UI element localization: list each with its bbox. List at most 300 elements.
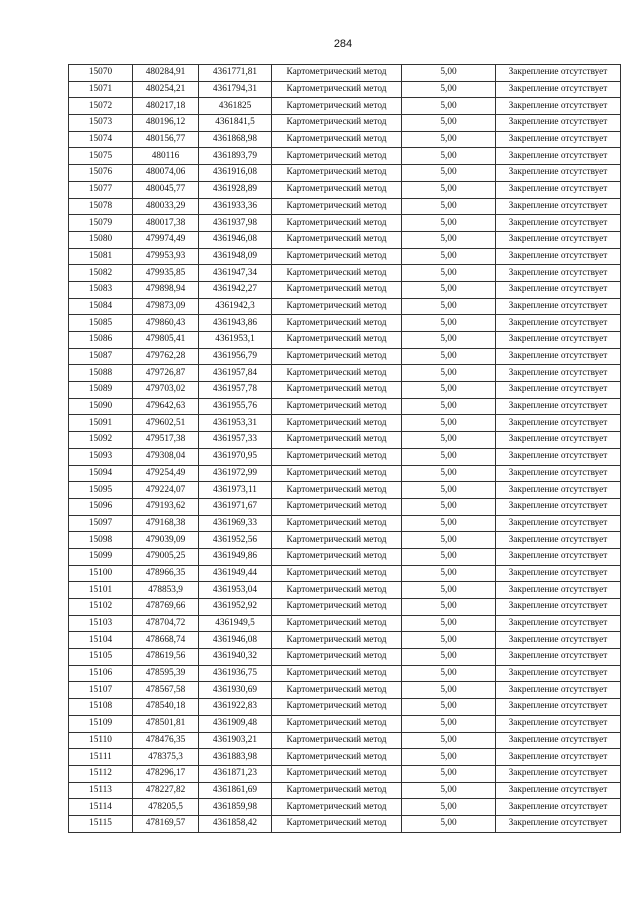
method-cell: Картометрический метод bbox=[272, 782, 402, 799]
y-coordinate-cell: 4361972,99 bbox=[199, 465, 272, 482]
table-row bbox=[69, 448, 621, 465]
accuracy-cell: 5,00 bbox=[402, 498, 496, 515]
accuracy-cell: 5,00 bbox=[402, 599, 496, 616]
y-coordinate-cell: 4361956,79 bbox=[199, 348, 272, 365]
x-coordinate-cell: 479224,07 bbox=[133, 482, 199, 499]
fixation-cell: Закрепление отсутствует bbox=[496, 682, 621, 699]
accuracy-cell: 5,00 bbox=[402, 115, 496, 132]
table-row bbox=[69, 649, 621, 666]
table-row bbox=[69, 281, 621, 298]
point-number-cell: 15096 bbox=[69, 498, 133, 515]
method-cell: Картометрический метод bbox=[272, 231, 402, 248]
x-coordinate-cell: 480116 bbox=[133, 148, 199, 165]
point-number-cell: 15085 bbox=[69, 315, 133, 332]
method-cell: Картометрический метод bbox=[272, 165, 402, 182]
method-cell: Картометрический метод bbox=[272, 765, 402, 782]
table-row bbox=[69, 298, 621, 315]
table-row bbox=[69, 181, 621, 198]
point-number-cell: 15090 bbox=[69, 398, 133, 415]
point-number-cell: 15098 bbox=[69, 532, 133, 549]
method-cell: Картометрический метод bbox=[272, 382, 402, 399]
y-coordinate-cell: 4361936,75 bbox=[199, 665, 272, 682]
point-number-cell: 15110 bbox=[69, 732, 133, 749]
table-row bbox=[69, 599, 621, 616]
y-coordinate-cell: 4361953,1 bbox=[199, 332, 272, 349]
point-number-cell: 15084 bbox=[69, 298, 133, 315]
fixation-cell: Закрепление отсутствует bbox=[496, 231, 621, 248]
fixation-cell: Закрепление отсутствует bbox=[496, 615, 621, 632]
x-coordinate-cell: 478205,5 bbox=[133, 799, 199, 816]
y-coordinate-cell: 4361957,78 bbox=[199, 382, 272, 399]
method-cell: Картометрический метод bbox=[272, 565, 402, 582]
x-coordinate-cell: 478769,66 bbox=[133, 599, 199, 616]
method-cell: Картометрический метод bbox=[272, 599, 402, 616]
x-coordinate-cell: 479005,25 bbox=[133, 548, 199, 565]
y-coordinate-cell: 4361952,92 bbox=[199, 599, 272, 616]
fixation-cell: Закрепление отсутствует bbox=[496, 765, 621, 782]
x-coordinate-cell: 478619,56 bbox=[133, 649, 199, 666]
table-row bbox=[69, 231, 621, 248]
y-coordinate-cell: 4361942,27 bbox=[199, 281, 272, 298]
fixation-cell: Закрепление отсутствует bbox=[496, 782, 621, 799]
x-coordinate-cell: 480074,06 bbox=[133, 165, 199, 182]
y-coordinate-cell: 4361971,67 bbox=[199, 498, 272, 515]
x-coordinate-cell: 478169,57 bbox=[133, 815, 199, 832]
coordinates-table bbox=[68, 64, 621, 833]
fixation-cell: Закрепление отсутствует bbox=[496, 332, 621, 349]
fixation-cell: Закрепление отсутствует bbox=[496, 415, 621, 432]
fixation-cell: Закрепление отсутствует bbox=[496, 749, 621, 766]
y-coordinate-cell: 4361868,98 bbox=[199, 131, 272, 148]
y-coordinate-cell: 4361943,86 bbox=[199, 315, 272, 332]
accuracy-cell: 5,00 bbox=[402, 265, 496, 282]
point-number-cell: 15070 bbox=[69, 65, 133, 82]
accuracy-cell: 5,00 bbox=[402, 565, 496, 582]
point-number-cell: 15081 bbox=[69, 248, 133, 265]
method-cell: Картометрический метод bbox=[272, 265, 402, 282]
point-number-cell: 15076 bbox=[69, 165, 133, 182]
accuracy-cell: 5,00 bbox=[402, 548, 496, 565]
point-number-cell: 15099 bbox=[69, 548, 133, 565]
accuracy-cell: 5,00 bbox=[402, 348, 496, 365]
point-number-cell: 15106 bbox=[69, 665, 133, 682]
y-coordinate-cell: 4361861,69 bbox=[199, 782, 272, 799]
x-coordinate-cell: 478296,17 bbox=[133, 765, 199, 782]
x-coordinate-cell: 479953,93 bbox=[133, 248, 199, 265]
point-number-cell: 15091 bbox=[69, 415, 133, 432]
fixation-cell: Закрепление отсутствует bbox=[496, 565, 621, 582]
method-cell: Картометрический метод bbox=[272, 515, 402, 532]
fixation-cell: Закрепление отсутствует bbox=[496, 115, 621, 132]
y-coordinate-cell: 4361970,95 bbox=[199, 448, 272, 465]
accuracy-cell: 5,00 bbox=[402, 465, 496, 482]
method-cell: Картометрический метод bbox=[272, 682, 402, 699]
accuracy-cell: 5,00 bbox=[402, 782, 496, 799]
method-cell: Картометрический метод bbox=[272, 732, 402, 749]
point-number-cell: 15087 bbox=[69, 348, 133, 365]
accuracy-cell: 5,00 bbox=[402, 248, 496, 265]
fixation-cell: Закрепление отсутствует bbox=[496, 165, 621, 182]
table-row bbox=[69, 515, 621, 532]
fixation-cell: Закрепление отсутствует bbox=[496, 732, 621, 749]
fixation-cell: Закрепление отсутствует bbox=[496, 181, 621, 198]
method-cell: Картометрический метод bbox=[272, 198, 402, 215]
method-cell: Картометрический метод bbox=[272, 799, 402, 816]
table-row bbox=[69, 582, 621, 599]
point-number-cell: 15112 bbox=[69, 765, 133, 782]
fixation-cell: Закрепление отсутствует bbox=[496, 365, 621, 382]
point-number-cell: 15101 bbox=[69, 582, 133, 599]
table-row bbox=[69, 482, 621, 499]
accuracy-cell: 5,00 bbox=[402, 699, 496, 716]
y-coordinate-cell: 4361893,79 bbox=[199, 148, 272, 165]
point-number-cell: 15079 bbox=[69, 215, 133, 232]
method-cell: Картометрический метод bbox=[272, 699, 402, 716]
table-row bbox=[69, 699, 621, 716]
y-coordinate-cell: 4361947,34 bbox=[199, 265, 272, 282]
accuracy-cell: 5,00 bbox=[402, 231, 496, 248]
point-number-cell: 15094 bbox=[69, 465, 133, 482]
x-coordinate-cell: 480156,77 bbox=[133, 131, 199, 148]
table-row bbox=[69, 315, 621, 332]
method-cell: Картометрический метод bbox=[272, 465, 402, 482]
point-number-cell: 15109 bbox=[69, 715, 133, 732]
x-coordinate-cell: 480196,12 bbox=[133, 115, 199, 132]
y-coordinate-cell: 4361909,48 bbox=[199, 715, 272, 732]
point-number-cell: 15103 bbox=[69, 615, 133, 632]
fixation-cell: Закрепление отсутствует bbox=[496, 582, 621, 599]
fixation-cell: Закрепление отсутствует bbox=[496, 148, 621, 165]
x-coordinate-cell: 478853,9 bbox=[133, 582, 199, 599]
fixation-cell: Закрепление отсутствует bbox=[496, 715, 621, 732]
method-cell: Картометрический метод bbox=[272, 582, 402, 599]
table-row bbox=[69, 732, 621, 749]
point-number-cell: 15114 bbox=[69, 799, 133, 816]
y-coordinate-cell: 4361948,09 bbox=[199, 248, 272, 265]
table-row bbox=[69, 565, 621, 582]
x-coordinate-cell: 478227,82 bbox=[133, 782, 199, 799]
point-number-cell: 15111 bbox=[69, 749, 133, 766]
point-number-cell: 15107 bbox=[69, 682, 133, 699]
fixation-cell: Закрепление отсутствует bbox=[496, 532, 621, 549]
x-coordinate-cell: 479039,09 bbox=[133, 532, 199, 549]
fixation-cell: Закрепление отсутствует bbox=[496, 515, 621, 532]
x-coordinate-cell: 479308,04 bbox=[133, 448, 199, 465]
x-coordinate-cell: 479642,63 bbox=[133, 398, 199, 415]
method-cell: Картометрический метод bbox=[272, 615, 402, 632]
accuracy-cell: 5,00 bbox=[402, 365, 496, 382]
y-coordinate-cell: 4361969,33 bbox=[199, 515, 272, 532]
method-cell: Картометрический метод bbox=[272, 749, 402, 766]
table-row bbox=[69, 115, 621, 132]
x-coordinate-cell: 479254,49 bbox=[133, 465, 199, 482]
table-row bbox=[69, 365, 621, 382]
fixation-cell: Закрепление отсутствует bbox=[496, 498, 621, 515]
coordinates-table-body bbox=[69, 65, 621, 833]
accuracy-cell: 5,00 bbox=[402, 482, 496, 499]
fixation-cell: Закрепление отсутствует bbox=[496, 98, 621, 115]
point-number-cell: 15072 bbox=[69, 98, 133, 115]
fixation-cell: Закрепление отсутствует bbox=[496, 699, 621, 716]
y-coordinate-cell: 4361794,31 bbox=[199, 81, 272, 98]
point-number-cell: 15100 bbox=[69, 565, 133, 582]
accuracy-cell: 5,00 bbox=[402, 98, 496, 115]
method-cell: Картометрический метод bbox=[272, 398, 402, 415]
y-coordinate-cell: 4361859,98 bbox=[199, 799, 272, 816]
x-coordinate-cell: 478966,35 bbox=[133, 565, 199, 582]
table-row bbox=[69, 799, 621, 816]
accuracy-cell: 5,00 bbox=[402, 749, 496, 766]
y-coordinate-cell: 4361946,08 bbox=[199, 231, 272, 248]
point-number-cell: 15093 bbox=[69, 448, 133, 465]
x-coordinate-cell: 478668,74 bbox=[133, 632, 199, 649]
y-coordinate-cell: 4361946,08 bbox=[199, 632, 272, 649]
fixation-cell: Закрепление отсутствует bbox=[496, 665, 621, 682]
accuracy-cell: 5,00 bbox=[402, 532, 496, 549]
point-number-cell: 15088 bbox=[69, 365, 133, 382]
accuracy-cell: 5,00 bbox=[402, 332, 496, 349]
method-cell: Картометрический метод bbox=[272, 815, 402, 832]
accuracy-cell: 5,00 bbox=[402, 432, 496, 449]
x-coordinate-cell: 479193,62 bbox=[133, 498, 199, 515]
table-row bbox=[69, 498, 621, 515]
accuracy-cell: 5,00 bbox=[402, 649, 496, 666]
table-row bbox=[69, 98, 621, 115]
fixation-cell: Закрепление отсутствует bbox=[496, 81, 621, 98]
x-coordinate-cell: 478704,72 bbox=[133, 615, 199, 632]
method-cell: Картометрический метод bbox=[272, 432, 402, 449]
accuracy-cell: 5,00 bbox=[402, 181, 496, 198]
method-cell: Картометрический метод bbox=[272, 98, 402, 115]
fixation-cell: Закрепление отсутствует bbox=[496, 649, 621, 666]
method-cell: Картометрический метод bbox=[272, 81, 402, 98]
accuracy-cell: 5,00 bbox=[402, 732, 496, 749]
accuracy-cell: 5,00 bbox=[402, 415, 496, 432]
accuracy-cell: 5,00 bbox=[402, 315, 496, 332]
fixation-cell: Закрепление отсутствует bbox=[496, 65, 621, 82]
table-row bbox=[69, 65, 621, 82]
x-coordinate-cell: 479974,49 bbox=[133, 231, 199, 248]
x-coordinate-cell: 479898,94 bbox=[133, 281, 199, 298]
fixation-cell: Закрепление отсутствует bbox=[496, 432, 621, 449]
x-coordinate-cell: 480284,91 bbox=[133, 65, 199, 82]
method-cell: Картометрический метод bbox=[272, 181, 402, 198]
x-coordinate-cell: 478375,3 bbox=[133, 749, 199, 766]
table-row bbox=[69, 765, 621, 782]
accuracy-cell: 5,00 bbox=[402, 382, 496, 399]
method-cell: Картометрический метод bbox=[272, 632, 402, 649]
y-coordinate-cell: 4361949,86 bbox=[199, 548, 272, 565]
fixation-cell: Закрепление отсутствует bbox=[496, 599, 621, 616]
point-number-cell: 15074 bbox=[69, 131, 133, 148]
y-coordinate-cell: 4361928,89 bbox=[199, 181, 272, 198]
method-cell: Картометрический метод bbox=[272, 281, 402, 298]
point-number-cell: 15077 bbox=[69, 181, 133, 198]
table-row bbox=[69, 782, 621, 799]
table-row bbox=[69, 332, 621, 349]
method-cell: Картометрический метод bbox=[272, 415, 402, 432]
point-number-cell: 15083 bbox=[69, 281, 133, 298]
method-cell: Картометрический метод bbox=[272, 348, 402, 365]
point-number-cell: 15105 bbox=[69, 649, 133, 666]
method-cell: Картометрический метод bbox=[272, 298, 402, 315]
point-number-cell: 15092 bbox=[69, 432, 133, 449]
table-row bbox=[69, 348, 621, 365]
method-cell: Картометрический метод bbox=[272, 532, 402, 549]
point-number-cell: 15097 bbox=[69, 515, 133, 532]
x-coordinate-cell: 478595,39 bbox=[133, 665, 199, 682]
point-number-cell: 15104 bbox=[69, 632, 133, 649]
x-coordinate-cell: 479762,28 bbox=[133, 348, 199, 365]
y-coordinate-cell: 4361942,3 bbox=[199, 298, 272, 315]
method-cell: Картометрический метод bbox=[272, 115, 402, 132]
y-coordinate-cell: 4361955,76 bbox=[199, 398, 272, 415]
fixation-cell: Закрепление отсутствует bbox=[496, 298, 621, 315]
accuracy-cell: 5,00 bbox=[402, 165, 496, 182]
y-coordinate-cell: 4361952,56 bbox=[199, 532, 272, 549]
y-coordinate-cell: 4361930,69 bbox=[199, 682, 272, 699]
y-coordinate-cell: 4361883,98 bbox=[199, 749, 272, 766]
point-number-cell: 15089 bbox=[69, 382, 133, 399]
table-row bbox=[69, 665, 621, 682]
accuracy-cell: 5,00 bbox=[402, 448, 496, 465]
accuracy-cell: 5,00 bbox=[402, 298, 496, 315]
point-number-cell: 15078 bbox=[69, 198, 133, 215]
table-row bbox=[69, 382, 621, 399]
y-coordinate-cell: 4361916,08 bbox=[199, 165, 272, 182]
point-number-cell: 15086 bbox=[69, 332, 133, 349]
table-row bbox=[69, 749, 621, 766]
point-number-cell: 15073 bbox=[69, 115, 133, 132]
accuracy-cell: 5,00 bbox=[402, 682, 496, 699]
x-coordinate-cell: 479805,41 bbox=[133, 332, 199, 349]
y-coordinate-cell: 4361825 bbox=[199, 98, 272, 115]
method-cell: Картометрический метод bbox=[272, 649, 402, 666]
page-number: 284 bbox=[333, 38, 353, 50]
x-coordinate-cell: 480017,38 bbox=[133, 215, 199, 232]
method-cell: Картометрический метод bbox=[272, 548, 402, 565]
accuracy-cell: 5,00 bbox=[402, 81, 496, 98]
fixation-cell: Закрепление отсутствует bbox=[496, 799, 621, 816]
x-coordinate-cell: 479602,51 bbox=[133, 415, 199, 432]
point-number-cell: 15095 bbox=[69, 482, 133, 499]
fixation-cell: Закрепление отсутствует bbox=[496, 382, 621, 399]
point-number-cell: 15080 bbox=[69, 231, 133, 248]
x-coordinate-cell: 479517,38 bbox=[133, 432, 199, 449]
table-row bbox=[69, 632, 621, 649]
fixation-cell: Закрепление отсутствует bbox=[496, 448, 621, 465]
accuracy-cell: 5,00 bbox=[402, 198, 496, 215]
table-row bbox=[69, 398, 621, 415]
table-row bbox=[69, 548, 621, 565]
y-coordinate-cell: 4361871,23 bbox=[199, 765, 272, 782]
y-coordinate-cell: 4361949,44 bbox=[199, 565, 272, 582]
x-coordinate-cell: 478476,35 bbox=[133, 732, 199, 749]
x-coordinate-cell: 480217,18 bbox=[133, 98, 199, 115]
point-number-cell: 15115 bbox=[69, 815, 133, 832]
method-cell: Картометрический метод bbox=[272, 148, 402, 165]
table-row bbox=[69, 265, 621, 282]
y-coordinate-cell: 4361949,5 bbox=[199, 615, 272, 632]
y-coordinate-cell: 4361841,5 bbox=[199, 115, 272, 132]
accuracy-cell: 5,00 bbox=[402, 632, 496, 649]
method-cell: Картометрический метод bbox=[272, 448, 402, 465]
y-coordinate-cell: 4361973,11 bbox=[199, 482, 272, 499]
fixation-cell: Закрепление отсутствует bbox=[496, 215, 621, 232]
table-row bbox=[69, 815, 621, 832]
accuracy-cell: 5,00 bbox=[402, 65, 496, 82]
method-cell: Картометрический метод bbox=[272, 215, 402, 232]
x-coordinate-cell: 480045,77 bbox=[133, 181, 199, 198]
y-coordinate-cell: 4361957,33 bbox=[199, 432, 272, 449]
accuracy-cell: 5,00 bbox=[402, 148, 496, 165]
x-coordinate-cell: 478501,81 bbox=[133, 715, 199, 732]
y-coordinate-cell: 4361940,32 bbox=[199, 649, 272, 666]
x-coordinate-cell: 478567,58 bbox=[133, 682, 199, 699]
point-number-cell: 15082 bbox=[69, 265, 133, 282]
fixation-cell: Закрепление отсутствует bbox=[496, 198, 621, 215]
y-coordinate-cell: 4361922,83 bbox=[199, 699, 272, 716]
fixation-cell: Закрепление отсутствует bbox=[496, 348, 621, 365]
accuracy-cell: 5,00 bbox=[402, 281, 496, 298]
x-coordinate-cell: 479860,43 bbox=[133, 315, 199, 332]
point-number-cell: 15108 bbox=[69, 699, 133, 716]
accuracy-cell: 5,00 bbox=[402, 515, 496, 532]
point-number-cell: 15075 bbox=[69, 148, 133, 165]
table-row bbox=[69, 682, 621, 699]
method-cell: Картометрический метод bbox=[272, 665, 402, 682]
fixation-cell: Закрепление отсутствует bbox=[496, 281, 621, 298]
method-cell: Картометрический метод bbox=[272, 482, 402, 499]
accuracy-cell: 5,00 bbox=[402, 715, 496, 732]
x-coordinate-cell: 480254,21 bbox=[133, 81, 199, 98]
method-cell: Картометрический метод bbox=[272, 365, 402, 382]
x-coordinate-cell: 479168,38 bbox=[133, 515, 199, 532]
y-coordinate-cell: 4361957,84 bbox=[199, 365, 272, 382]
fixation-cell: Закрепление отсутствует bbox=[496, 398, 621, 415]
point-number-cell: 15102 bbox=[69, 599, 133, 616]
accuracy-cell: 5,00 bbox=[402, 131, 496, 148]
accuracy-cell: 5,00 bbox=[402, 582, 496, 599]
method-cell: Картометрический метод bbox=[272, 315, 402, 332]
accuracy-cell: 5,00 bbox=[402, 215, 496, 232]
method-cell: Картометрический метод bbox=[272, 715, 402, 732]
x-coordinate-cell: 478540,18 bbox=[133, 699, 199, 716]
fixation-cell: Закрепление отсутствует bbox=[496, 482, 621, 499]
accuracy-cell: 5,00 bbox=[402, 799, 496, 816]
method-cell: Картометрический метод bbox=[272, 248, 402, 265]
accuracy-cell: 5,00 bbox=[402, 398, 496, 415]
method-cell: Картометрический метод bbox=[272, 131, 402, 148]
table-row bbox=[69, 248, 621, 265]
accuracy-cell: 5,00 bbox=[402, 665, 496, 682]
table-row bbox=[69, 198, 621, 215]
y-coordinate-cell: 4361933,36 bbox=[199, 198, 272, 215]
y-coordinate-cell: 4361903,21 bbox=[199, 732, 272, 749]
table-row bbox=[69, 432, 621, 449]
x-coordinate-cell: 479873,09 bbox=[133, 298, 199, 315]
fixation-cell: Закрепление отсутствует bbox=[496, 465, 621, 482]
y-coordinate-cell: 4361953,04 bbox=[199, 582, 272, 599]
table-row bbox=[69, 615, 621, 632]
fixation-cell: Закрепление отсутствует bbox=[496, 248, 621, 265]
method-cell: Картометрический метод bbox=[272, 498, 402, 515]
fixation-cell: Закрепление отсутствует bbox=[496, 815, 621, 832]
table-row bbox=[69, 532, 621, 549]
accuracy-cell: 5,00 bbox=[402, 765, 496, 782]
fixation-cell: Закрепление отсутствует bbox=[496, 548, 621, 565]
y-coordinate-cell: 4361937,98 bbox=[199, 215, 272, 232]
